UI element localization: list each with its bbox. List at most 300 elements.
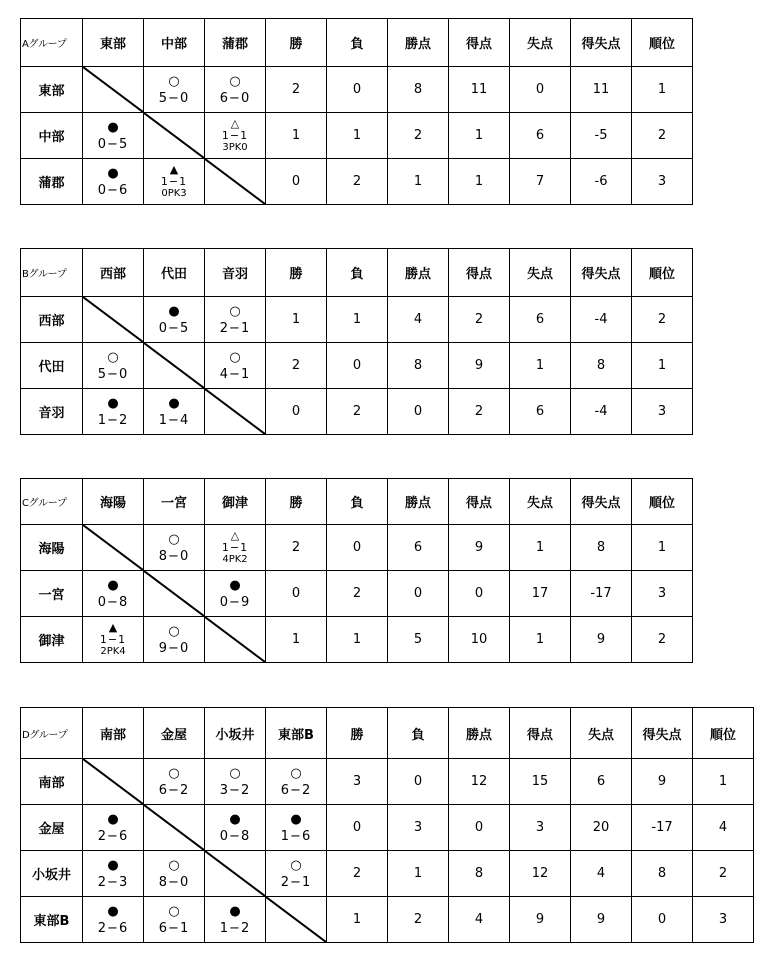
- self-match-cell: [144, 805, 205, 851]
- result-symbol-icon: ●: [107, 165, 119, 181]
- team-row: [21, 851, 754, 897]
- self-match-cell: [83, 525, 144, 571]
- stat-header: 順位: [693, 708, 754, 759]
- team-row: [21, 389, 693, 435]
- stat-value: 7: [510, 159, 571, 205]
- match-result: [205, 75, 265, 105]
- match-score: 6−0: [219, 90, 251, 106]
- self-match-cell: [144, 113, 205, 159]
- diagonal-line: [144, 571, 204, 616]
- match-cell: [144, 389, 205, 435]
- match-score: 2−3: [97, 874, 129, 890]
- match-cell: [266, 851, 327, 897]
- stat-value: 9: [571, 897, 632, 943]
- self-match-cell: [83, 297, 144, 343]
- stat-value: 2: [266, 67, 327, 113]
- row-team-name: 金屋: [21, 805, 83, 851]
- match-score: 4−1: [219, 366, 251, 382]
- result-symbol-icon: ●: [168, 395, 180, 411]
- match-cell: [144, 617, 205, 663]
- result-symbol-icon: △: [230, 529, 240, 542]
- match-result: [144, 767, 204, 797]
- stat-value: 3: [327, 759, 388, 805]
- match-cell: [205, 343, 266, 389]
- stat-value: 1: [327, 617, 388, 663]
- match-result: [205, 351, 265, 381]
- result-symbol-icon: ○: [168, 903, 180, 919]
- match-cell: [83, 617, 144, 663]
- stat-value: 9: [449, 525, 510, 571]
- self-match-cell: [83, 759, 144, 805]
- match-cell: [205, 759, 266, 805]
- match-score: 0−5: [97, 136, 129, 152]
- team-row: [21, 159, 693, 205]
- group-label: Aグループ: [21, 19, 83, 67]
- result-symbol-icon: ○: [168, 623, 180, 639]
- team-row: [21, 113, 693, 159]
- stat-header: 失点: [571, 708, 632, 759]
- result-symbol-icon: ○: [229, 73, 241, 89]
- row-team-name: 蒲郡: [21, 159, 83, 205]
- match-score: 0−8: [219, 828, 251, 844]
- stat-header: 勝点: [388, 19, 449, 67]
- stat-value: 8: [449, 851, 510, 897]
- stat-value: 3: [693, 897, 754, 943]
- match-cell: [83, 113, 144, 159]
- team-header: 東部: [83, 19, 144, 67]
- stat-value: -17: [632, 805, 693, 851]
- stat-value: 4: [571, 851, 632, 897]
- stat-value: 1: [693, 759, 754, 805]
- result-symbol-icon: ●: [107, 857, 119, 873]
- result-symbol-icon: ○: [168, 73, 180, 89]
- match-result: [144, 859, 204, 889]
- match-score: 3−2: [219, 782, 251, 798]
- match-cell: [144, 67, 205, 113]
- stat-value: 9: [571, 617, 632, 663]
- self-match-cell: [83, 67, 144, 113]
- match-cell: [83, 851, 144, 897]
- match-result: [83, 905, 143, 935]
- match-cell: [266, 759, 327, 805]
- match-result: [205, 305, 265, 335]
- diagonal-line: [205, 159, 265, 204]
- result-symbol-icon: ○: [168, 765, 180, 781]
- match-score: 1−6: [280, 828, 312, 844]
- match-cell: [144, 897, 205, 943]
- stat-value: 2: [449, 297, 510, 343]
- team-header: 西部: [83, 249, 144, 297]
- stat-header: 勝点: [388, 479, 449, 525]
- row-team-name: 南部: [21, 759, 83, 805]
- stat-header: 失点: [510, 479, 571, 525]
- stat-value: 1: [327, 297, 388, 343]
- stat-value: 9: [510, 897, 571, 943]
- result-symbol-icon: ●: [107, 119, 119, 135]
- stat-value: 0: [266, 159, 327, 205]
- match-score: 0−5: [158, 320, 190, 336]
- match-result: [266, 859, 326, 889]
- result-symbol-icon: ●: [290, 811, 302, 827]
- stat-value: 2: [632, 617, 693, 663]
- self-match-cell: [205, 617, 266, 663]
- stat-value: 15: [510, 759, 571, 805]
- stat-header: 得失点: [571, 19, 632, 67]
- stat-value: -6: [571, 159, 632, 205]
- stat-value: 2: [327, 851, 388, 897]
- team-row: [21, 571, 693, 617]
- stat-value: 1: [632, 343, 693, 389]
- stat-value: 9: [632, 759, 693, 805]
- match-cell: [144, 851, 205, 897]
- match-cell: [83, 805, 144, 851]
- match-result: [144, 305, 204, 335]
- row-team-name: 代田: [21, 343, 83, 389]
- stat-header: 順位: [632, 19, 693, 67]
- stat-value: 2: [327, 389, 388, 435]
- pk-score: 3PK0: [222, 142, 248, 153]
- group-b-table: [20, 248, 693, 435]
- result-symbol-icon: ●: [229, 903, 241, 919]
- match-cell: [144, 525, 205, 571]
- stat-header: 勝: [327, 708, 388, 759]
- stat-value: 3: [632, 389, 693, 435]
- match-score: 5−0: [158, 90, 190, 106]
- team-header: 小坂井: [205, 708, 266, 759]
- stat-value: 1: [632, 67, 693, 113]
- self-match-cell: [144, 343, 205, 389]
- header-row: [21, 479, 693, 525]
- team-header: 中部: [144, 19, 205, 67]
- stat-value: 0: [388, 389, 449, 435]
- self-match-cell: [205, 389, 266, 435]
- stat-value: 1: [266, 297, 327, 343]
- stat-header: 負: [327, 19, 388, 67]
- stat-value: 2: [632, 113, 693, 159]
- team-header: 音羽: [205, 249, 266, 297]
- result-symbol-icon: ●: [229, 811, 241, 827]
- stat-value: 6: [510, 113, 571, 159]
- stat-value: 6: [510, 389, 571, 435]
- stat-value: 0: [510, 67, 571, 113]
- result-symbol-icon: ●: [229, 577, 241, 593]
- diagonal-line: [205, 389, 265, 434]
- match-result: [205, 118, 265, 153]
- team-header: 御津: [205, 479, 266, 525]
- stat-header: 得失点: [571, 479, 632, 525]
- stat-value: 3: [632, 571, 693, 617]
- match-score: 1−1: [160, 175, 188, 188]
- stat-header: 得点: [510, 708, 571, 759]
- pk-score: 0PK3: [161, 188, 187, 199]
- stat-value: 1: [327, 113, 388, 159]
- group-c-table: [20, 478, 693, 663]
- result-symbol-icon: ○: [290, 857, 302, 873]
- match-score: 0−8: [97, 594, 129, 610]
- stat-value: 2: [632, 297, 693, 343]
- stat-value: 1: [449, 113, 510, 159]
- stat-value: 9: [449, 343, 510, 389]
- match-cell: [83, 343, 144, 389]
- match-score: 1−1: [221, 541, 249, 554]
- stat-header: 得点: [449, 249, 510, 297]
- stat-header: 勝点: [388, 249, 449, 297]
- team-header: 蒲郡: [205, 19, 266, 67]
- row-team-name: 西部: [21, 297, 83, 343]
- match-cell: [205, 571, 266, 617]
- row-team-name: 一宮: [21, 571, 83, 617]
- stat-value: 8: [571, 343, 632, 389]
- stat-value: 11: [449, 67, 510, 113]
- stat-value: 3: [632, 159, 693, 205]
- stat-header: 失点: [510, 19, 571, 67]
- pk-score: 4PK2: [222, 554, 248, 565]
- diagonal-line: [83, 759, 143, 804]
- match-cell: [205, 805, 266, 851]
- stat-value: 0: [388, 759, 449, 805]
- match-cell: [144, 759, 205, 805]
- stat-value: 0: [388, 571, 449, 617]
- stat-value: 8: [388, 343, 449, 389]
- stat-header: 勝: [266, 249, 327, 297]
- team-header: 南部: [83, 708, 144, 759]
- stat-value: 6: [388, 525, 449, 571]
- result-symbol-icon: ●: [168, 303, 180, 319]
- result-symbol-icon: ○: [107, 349, 119, 365]
- pk-score: 2PK4: [100, 646, 126, 657]
- match-result: [83, 351, 143, 381]
- match-result: [83, 813, 143, 843]
- match-result: [205, 530, 265, 565]
- match-score: 1−4: [158, 412, 190, 428]
- row-team-name: 中部: [21, 113, 83, 159]
- match-result: [83, 121, 143, 151]
- row-team-name: 小坂井: [21, 851, 83, 897]
- stat-value: 1: [449, 159, 510, 205]
- match-cell: [83, 159, 144, 205]
- result-symbol-icon: ○: [229, 303, 241, 319]
- stat-value: 11: [571, 67, 632, 113]
- result-symbol-icon: ●: [107, 903, 119, 919]
- stat-value: 6: [571, 759, 632, 805]
- stat-header: 順位: [632, 249, 693, 297]
- row-team-name: 海陽: [21, 525, 83, 571]
- stat-value: 20: [571, 805, 632, 851]
- stat-value: 2: [266, 343, 327, 389]
- stat-value: 1: [510, 525, 571, 571]
- stat-header: 得失点: [632, 708, 693, 759]
- team-header: 代田: [144, 249, 205, 297]
- team-row: [21, 759, 754, 805]
- stat-value: 5: [388, 617, 449, 663]
- group-label: Dグループ: [21, 708, 83, 759]
- team-row: [21, 297, 693, 343]
- header-row: [21, 19, 693, 67]
- match-score: 1−2: [219, 920, 251, 936]
- stat-value: 1: [266, 617, 327, 663]
- match-score: 6−2: [280, 782, 312, 798]
- diagonal-line: [144, 805, 204, 850]
- stat-value: 1: [388, 851, 449, 897]
- match-result: [144, 164, 204, 199]
- stat-header: 順位: [632, 479, 693, 525]
- result-symbol-icon: ○: [290, 765, 302, 781]
- match-cell: [144, 159, 205, 205]
- stat-value: 4: [388, 297, 449, 343]
- match-score: 1−1: [221, 129, 249, 142]
- stat-value: 6: [510, 297, 571, 343]
- stat-value: 0: [449, 571, 510, 617]
- stat-value: -5: [571, 113, 632, 159]
- match-score: 2−1: [219, 320, 251, 336]
- team-row: [21, 617, 693, 663]
- match-score: 5−0: [97, 366, 129, 382]
- diagonal-line: [144, 343, 204, 388]
- diagonal-line: [205, 851, 265, 896]
- result-symbol-icon: ○: [168, 531, 180, 547]
- stat-value: 0: [266, 389, 327, 435]
- match-result: [144, 533, 204, 563]
- match-score: 6−1: [158, 920, 190, 936]
- match-result: [144, 905, 204, 935]
- team-header: 金屋: [144, 708, 205, 759]
- diagonal-line: [144, 113, 204, 158]
- match-result: [266, 767, 326, 797]
- header-row: [21, 249, 693, 297]
- match-score: 8−0: [158, 548, 190, 564]
- stat-value: 17: [510, 571, 571, 617]
- match-score: 0−6: [97, 182, 129, 198]
- self-match-cell: [266, 897, 327, 943]
- team-row: [21, 897, 754, 943]
- stat-value: 2: [327, 159, 388, 205]
- result-symbol-icon: ●: [107, 811, 119, 827]
- stat-value: 2: [327, 571, 388, 617]
- stat-value: 1: [632, 525, 693, 571]
- row-team-name: 音羽: [21, 389, 83, 435]
- stat-value: 1: [510, 617, 571, 663]
- stat-value: 2: [388, 897, 449, 943]
- match-cell: [205, 67, 266, 113]
- match-score: 6−2: [158, 782, 190, 798]
- stat-value: 8: [632, 851, 693, 897]
- row-team-name: 東部B: [21, 897, 83, 943]
- match-score: 8−0: [158, 874, 190, 890]
- row-team-name: 東部: [21, 67, 83, 113]
- team-row: [21, 343, 693, 389]
- stat-value: 4: [449, 897, 510, 943]
- match-score: 9−0: [158, 640, 190, 656]
- stat-value: 0: [327, 525, 388, 571]
- stat-header: 失点: [510, 249, 571, 297]
- diagonal-line: [83, 297, 143, 342]
- stat-value: 3: [510, 805, 571, 851]
- match-result: [144, 75, 204, 105]
- result-symbol-icon: ○: [229, 349, 241, 365]
- result-symbol-icon: △: [230, 117, 240, 130]
- match-result: [83, 579, 143, 609]
- team-header: 海陽: [83, 479, 144, 525]
- stat-value: 10: [449, 617, 510, 663]
- match-cell: [205, 897, 266, 943]
- stat-value: 1: [266, 113, 327, 159]
- stat-value: 0: [327, 805, 388, 851]
- stat-header: 勝点: [449, 708, 510, 759]
- stat-value: 4: [693, 805, 754, 851]
- stat-value: 1: [388, 159, 449, 205]
- stat-value: -4: [571, 389, 632, 435]
- group-a-table: [20, 18, 693, 205]
- stat-value: 2: [388, 113, 449, 159]
- match-result: [205, 813, 265, 843]
- result-symbol-icon: ●: [107, 577, 119, 593]
- match-score: 2−6: [97, 828, 129, 844]
- match-result: [205, 767, 265, 797]
- diagonal-line: [205, 617, 265, 662]
- match-result: [83, 622, 143, 657]
- match-score: 2−1: [280, 874, 312, 890]
- stat-value: 1: [510, 343, 571, 389]
- match-result: [144, 625, 204, 655]
- diagonal-line: [83, 67, 143, 112]
- team-row: [21, 525, 693, 571]
- self-match-cell: [205, 851, 266, 897]
- stat-header: 得点: [449, 479, 510, 525]
- stat-value: 0: [449, 805, 510, 851]
- row-team-name: 御津: [21, 617, 83, 663]
- diagonal-line: [83, 525, 143, 570]
- match-result: [205, 579, 265, 609]
- stat-value: 12: [510, 851, 571, 897]
- match-cell: [205, 297, 266, 343]
- diagonal-line: [266, 897, 326, 942]
- team-header: 一宮: [144, 479, 205, 525]
- match-cell: [144, 297, 205, 343]
- result-symbol-icon: ▲: [108, 621, 118, 634]
- stat-value: 2: [449, 389, 510, 435]
- match-result: [83, 167, 143, 197]
- stat-value: -17: [571, 571, 632, 617]
- group-label: Bグループ: [21, 249, 83, 297]
- match-score: 1−2: [97, 412, 129, 428]
- stat-value: 12: [449, 759, 510, 805]
- stat-header: 勝: [266, 479, 327, 525]
- result-symbol-icon: ○: [168, 857, 180, 873]
- header-row: [21, 708, 754, 759]
- group-label: Cグループ: [21, 479, 83, 525]
- stat-header: 勝: [266, 19, 327, 67]
- match-cell: [83, 389, 144, 435]
- stat-value: 1: [327, 897, 388, 943]
- result-symbol-icon: ▲: [169, 163, 179, 176]
- stat-header: 得失点: [571, 249, 632, 297]
- stat-value: 0: [266, 571, 327, 617]
- stat-value: -4: [571, 297, 632, 343]
- self-match-cell: [144, 571, 205, 617]
- match-result: [266, 813, 326, 843]
- stat-header: 負: [327, 479, 388, 525]
- stat-value: 0: [327, 67, 388, 113]
- self-match-cell: [205, 159, 266, 205]
- match-score: 2−6: [97, 920, 129, 936]
- match-cell: [205, 113, 266, 159]
- stat-value: 8: [571, 525, 632, 571]
- match-cell: [83, 897, 144, 943]
- match-result: [205, 905, 265, 935]
- stat-value: 8: [388, 67, 449, 113]
- match-cell: [266, 805, 327, 851]
- team-row: [21, 67, 693, 113]
